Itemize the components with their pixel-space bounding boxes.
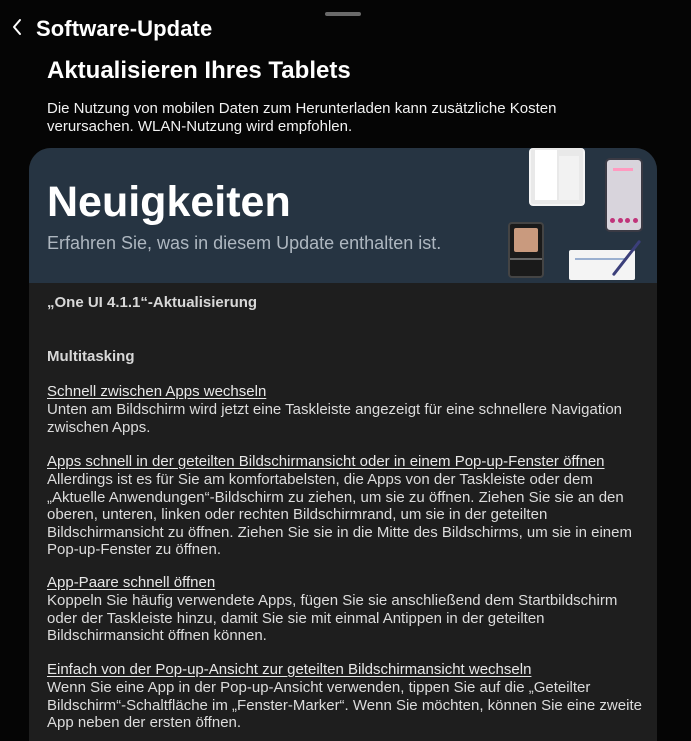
app-title: Software-Update — [36, 16, 213, 41]
feature-title-link[interactable]: Schnell zwischen Apps wechseln — [47, 383, 267, 400]
app-bar — [0, 12, 691, 44]
phone-mockup-image — [605, 158, 643, 232]
tablet-mockup-image — [569, 250, 635, 280]
feature-title-link[interactable]: Apps schnell in der geteilten Bildschirmansicht oder in einem Pop-up-Fenster öffnen — [47, 453, 605, 470]
banner-subtitle: Erfahren Sie, was in diesem Update enthalten ist. — [47, 233, 442, 253]
feature-description: Koppeln Sie häufig verwendete Apps, fügen Sie sie anschließend dem Startbildschirm oder der Taskleiste hinzu, damit Sie sie mit einmal Antippen in der geteilten Bildschirmansicht öffnen können. — [47, 592, 618, 645]
feature-description: Allerdings ist es für Sie am komfortabelsten, die Apps von der Taskleiste oder dem „Aktuelle Anwendungen“-Bildschirm zu ziehen, um sie zu öffnen. Ziehen Sie sie an den oberen, unteren, linken oder rechten Bildschirmrand, um sie in der geteilten Bildschirmansicht zu öffnen. Ziehen Sie sie in die Mitte des Bildschirms, um sie in einem Pop-up-Fenster zu öffnen. — [47, 471, 632, 559]
feature-item — [47, 661, 647, 732]
feature-title-link[interactable]: App-Paare schnell öffnen — [47, 574, 216, 591]
back-button[interactable] — [4, 14, 30, 40]
feature-item — [47, 453, 647, 558]
feature-description: Wenn Sie eine App in der Pop-up-Ansicht verwenden, tippen Sie auf die „Geteilter Bildschirm“-Schaltfläche im „Fenster-Marker“. Wenn Sie möchten, können Sie eine zweite App neben der ersten öffnen. — [47, 679, 642, 732]
data-usage-notice: Die Nutzung von mobilen Daten zum Herunterladen kann zusätzliche Kosten verursachen. WLAN-Nutzung wird empfohlen. — [47, 100, 557, 135]
feature-item — [47, 383, 647, 436]
section-heading: Multitasking — [47, 348, 135, 365]
release-notes-card[interactable] — [29, 148, 657, 741]
whats-new-banner — [29, 148, 657, 283]
feature-item — [47, 574, 647, 645]
chevron-left-icon — [11, 18, 23, 36]
feature-title-link[interactable]: Einfach von der Pop-up-Ansicht zur geteilten Bildschirmansicht wechseln — [47, 661, 532, 678]
banner-title: Neuigkeiten — [47, 178, 291, 226]
phone-mockup-image — [529, 148, 585, 206]
foldable-mockup-image — [508, 222, 544, 278]
version-line: „One UI 4.1.1“-Aktualisierung — [47, 294, 258, 311]
page-headline: Aktualisieren Ihres Tablets — [47, 57, 351, 84]
feature-description: Unten am Bildschirm wird jetzt eine Taskleiste angezeigt für eine schnellere Navigation zwischen Apps. — [47, 401, 623, 436]
